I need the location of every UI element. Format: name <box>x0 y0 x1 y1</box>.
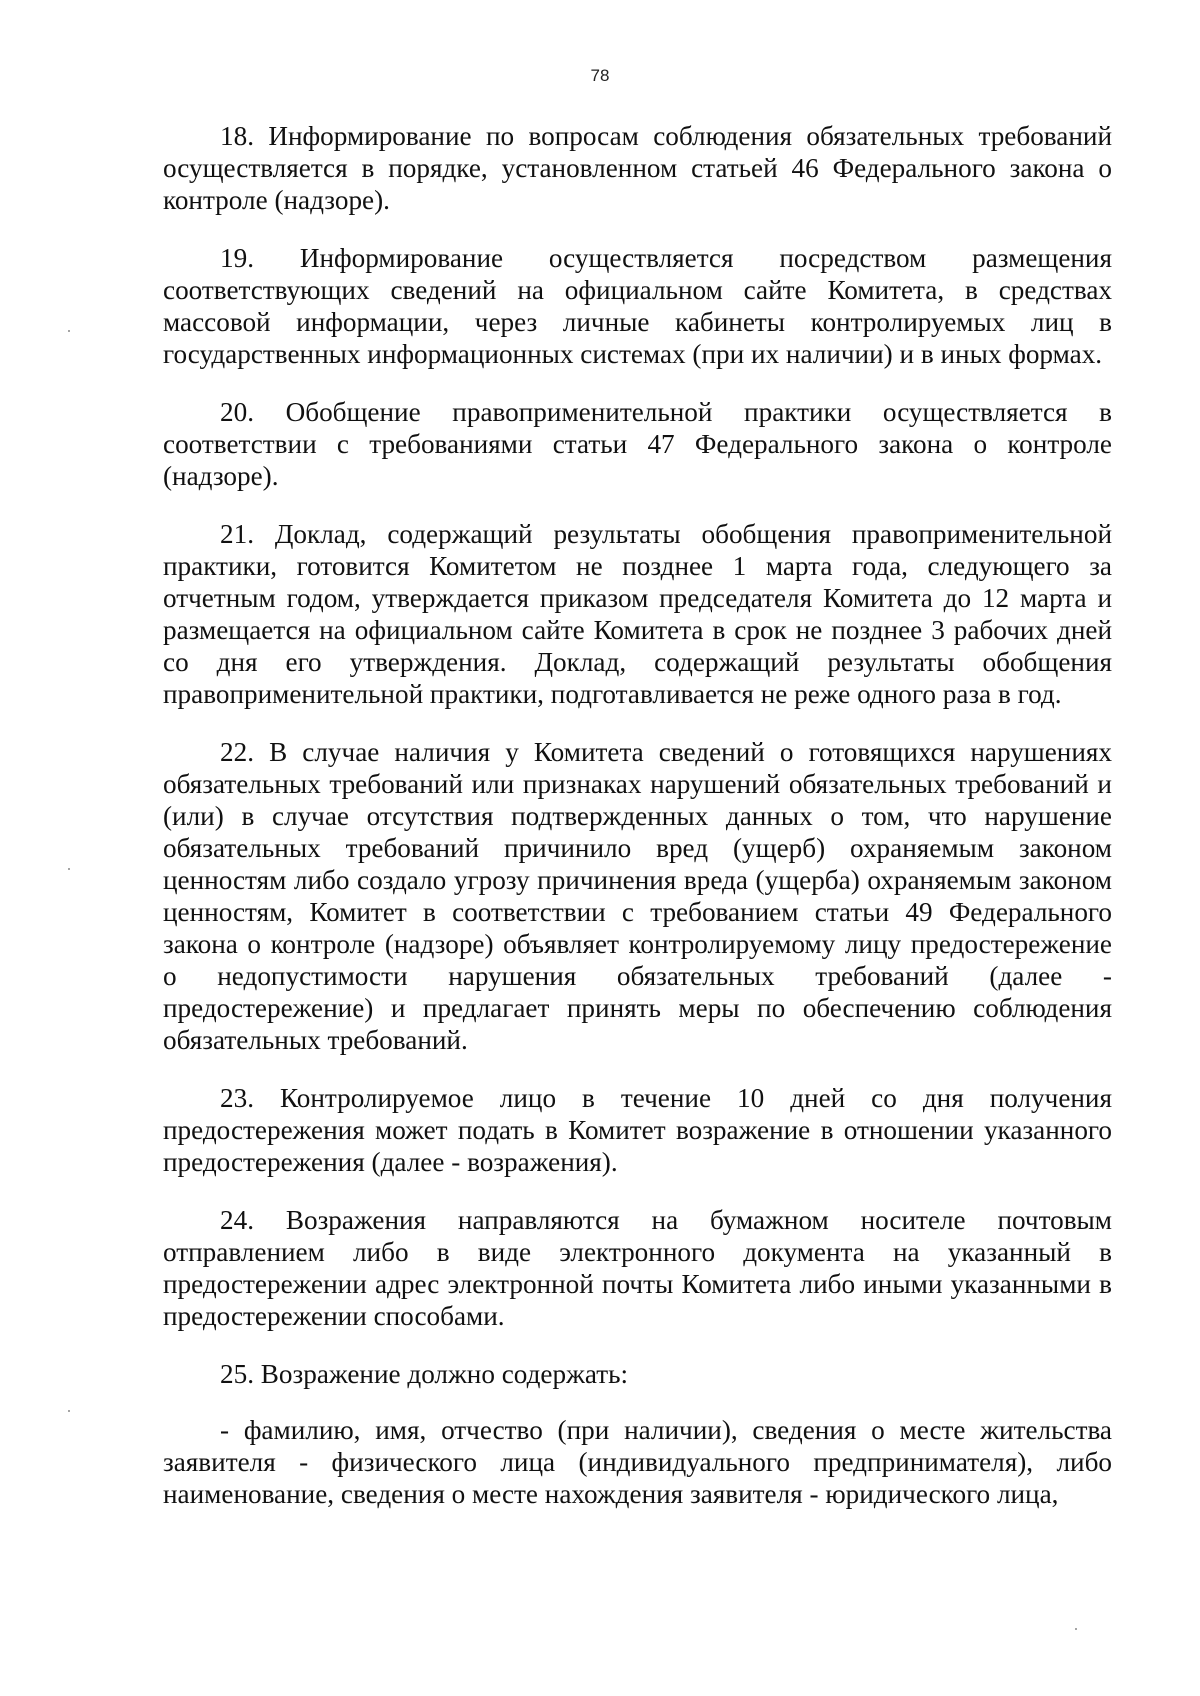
scan-speck <box>68 868 70 870</box>
scan-speck <box>1075 1628 1077 1630</box>
paragraph-24: 24. Возражения направляются на бумажном носителе почтовым отправлением либо в виде электронного документа на указанный в предостережении адрес электронной почты Комитета либо иными указанными в предостережении способами. <box>163 1205 1112 1331</box>
paragraph-25: 25. Возражение должно содержать: <box>220 1359 629 1389</box>
paragraph-23: 23. Контролируемое лицо в течение 10 дней со дня получения предостережения может подать в Комитет возражение в отношении указанного предостережения (далее - возражения). <box>163 1083 1112 1177</box>
paragraph-25-item-1: - фамилию, имя, отчество (при наличии), сведения о месте жительства заявителя - физического лица (индивидуального предпринимателя), либо наименование, сведения о месте нахождения заявителя - юридического лица, <box>163 1415 1112 1509</box>
paragraph-20: 20. Обобщение правоприменительной практики осуществляется в соответствии с требованиями статьи 47 Федерального закона о контроле (надзоре). <box>163 397 1112 491</box>
paragraph-22: 22. В случае наличия у Комитета сведений о готовящихся нарушениях обязательных требований или признаках нарушений обязательных требований и (или) в случае отсутствия подтвержденных данных о том, что нарушение обязательных требований причинило вред (ущерб) охраняемым законом ценностям либо создало угрозу причинения вреда (ущерба) охраняемым законом ценностям, Комитет в соответствии с требованием статьи 49 Федерального закона о контроле (надзоре) объявляет контролируемому лицу предостережение о недопустимости нарушения обязательных требований (далее - предостережение) и предлагает принять меры по обеспечению соблюдения обязательных требований. <box>163 737 1112 1055</box>
document-body <box>163 120 1112 1536</box>
paragraph-19: 19. Информирование осуществляется посредством размещения соответствующих сведений на официальном сайте Комитета, в средствах массовой информации, через личные кабинеты контролируемых лиц в государственных информационных системах (при их наличии) и в иных формах. <box>163 243 1112 369</box>
paragraph-18: 18. Информирование по вопросам соблюдения обязательных требований осуществляется в порядке, установленном статьей 46 Федерального закона о контроле (надзоре). <box>163 121 1112 215</box>
scan-speck <box>68 1410 70 1412</box>
paragraph-21: 21. Доклад, содержащий результаты обобщения правоприменительной практики, готовится Комитетом не позднее 1 марта года, следующего за отчетным годом, утверждается приказом председателя Комитета до 12 марта и размещается на официальном сайте Комитета в срок не позднее 3 рабочих дней со дня его утверждения. Доклад, содержащий результаты обобщения правоприменительной практики, подготавливается не реже одного раза в год. <box>163 519 1112 709</box>
scan-speck <box>68 330 70 332</box>
page-number: 78 <box>590 66 610 85</box>
